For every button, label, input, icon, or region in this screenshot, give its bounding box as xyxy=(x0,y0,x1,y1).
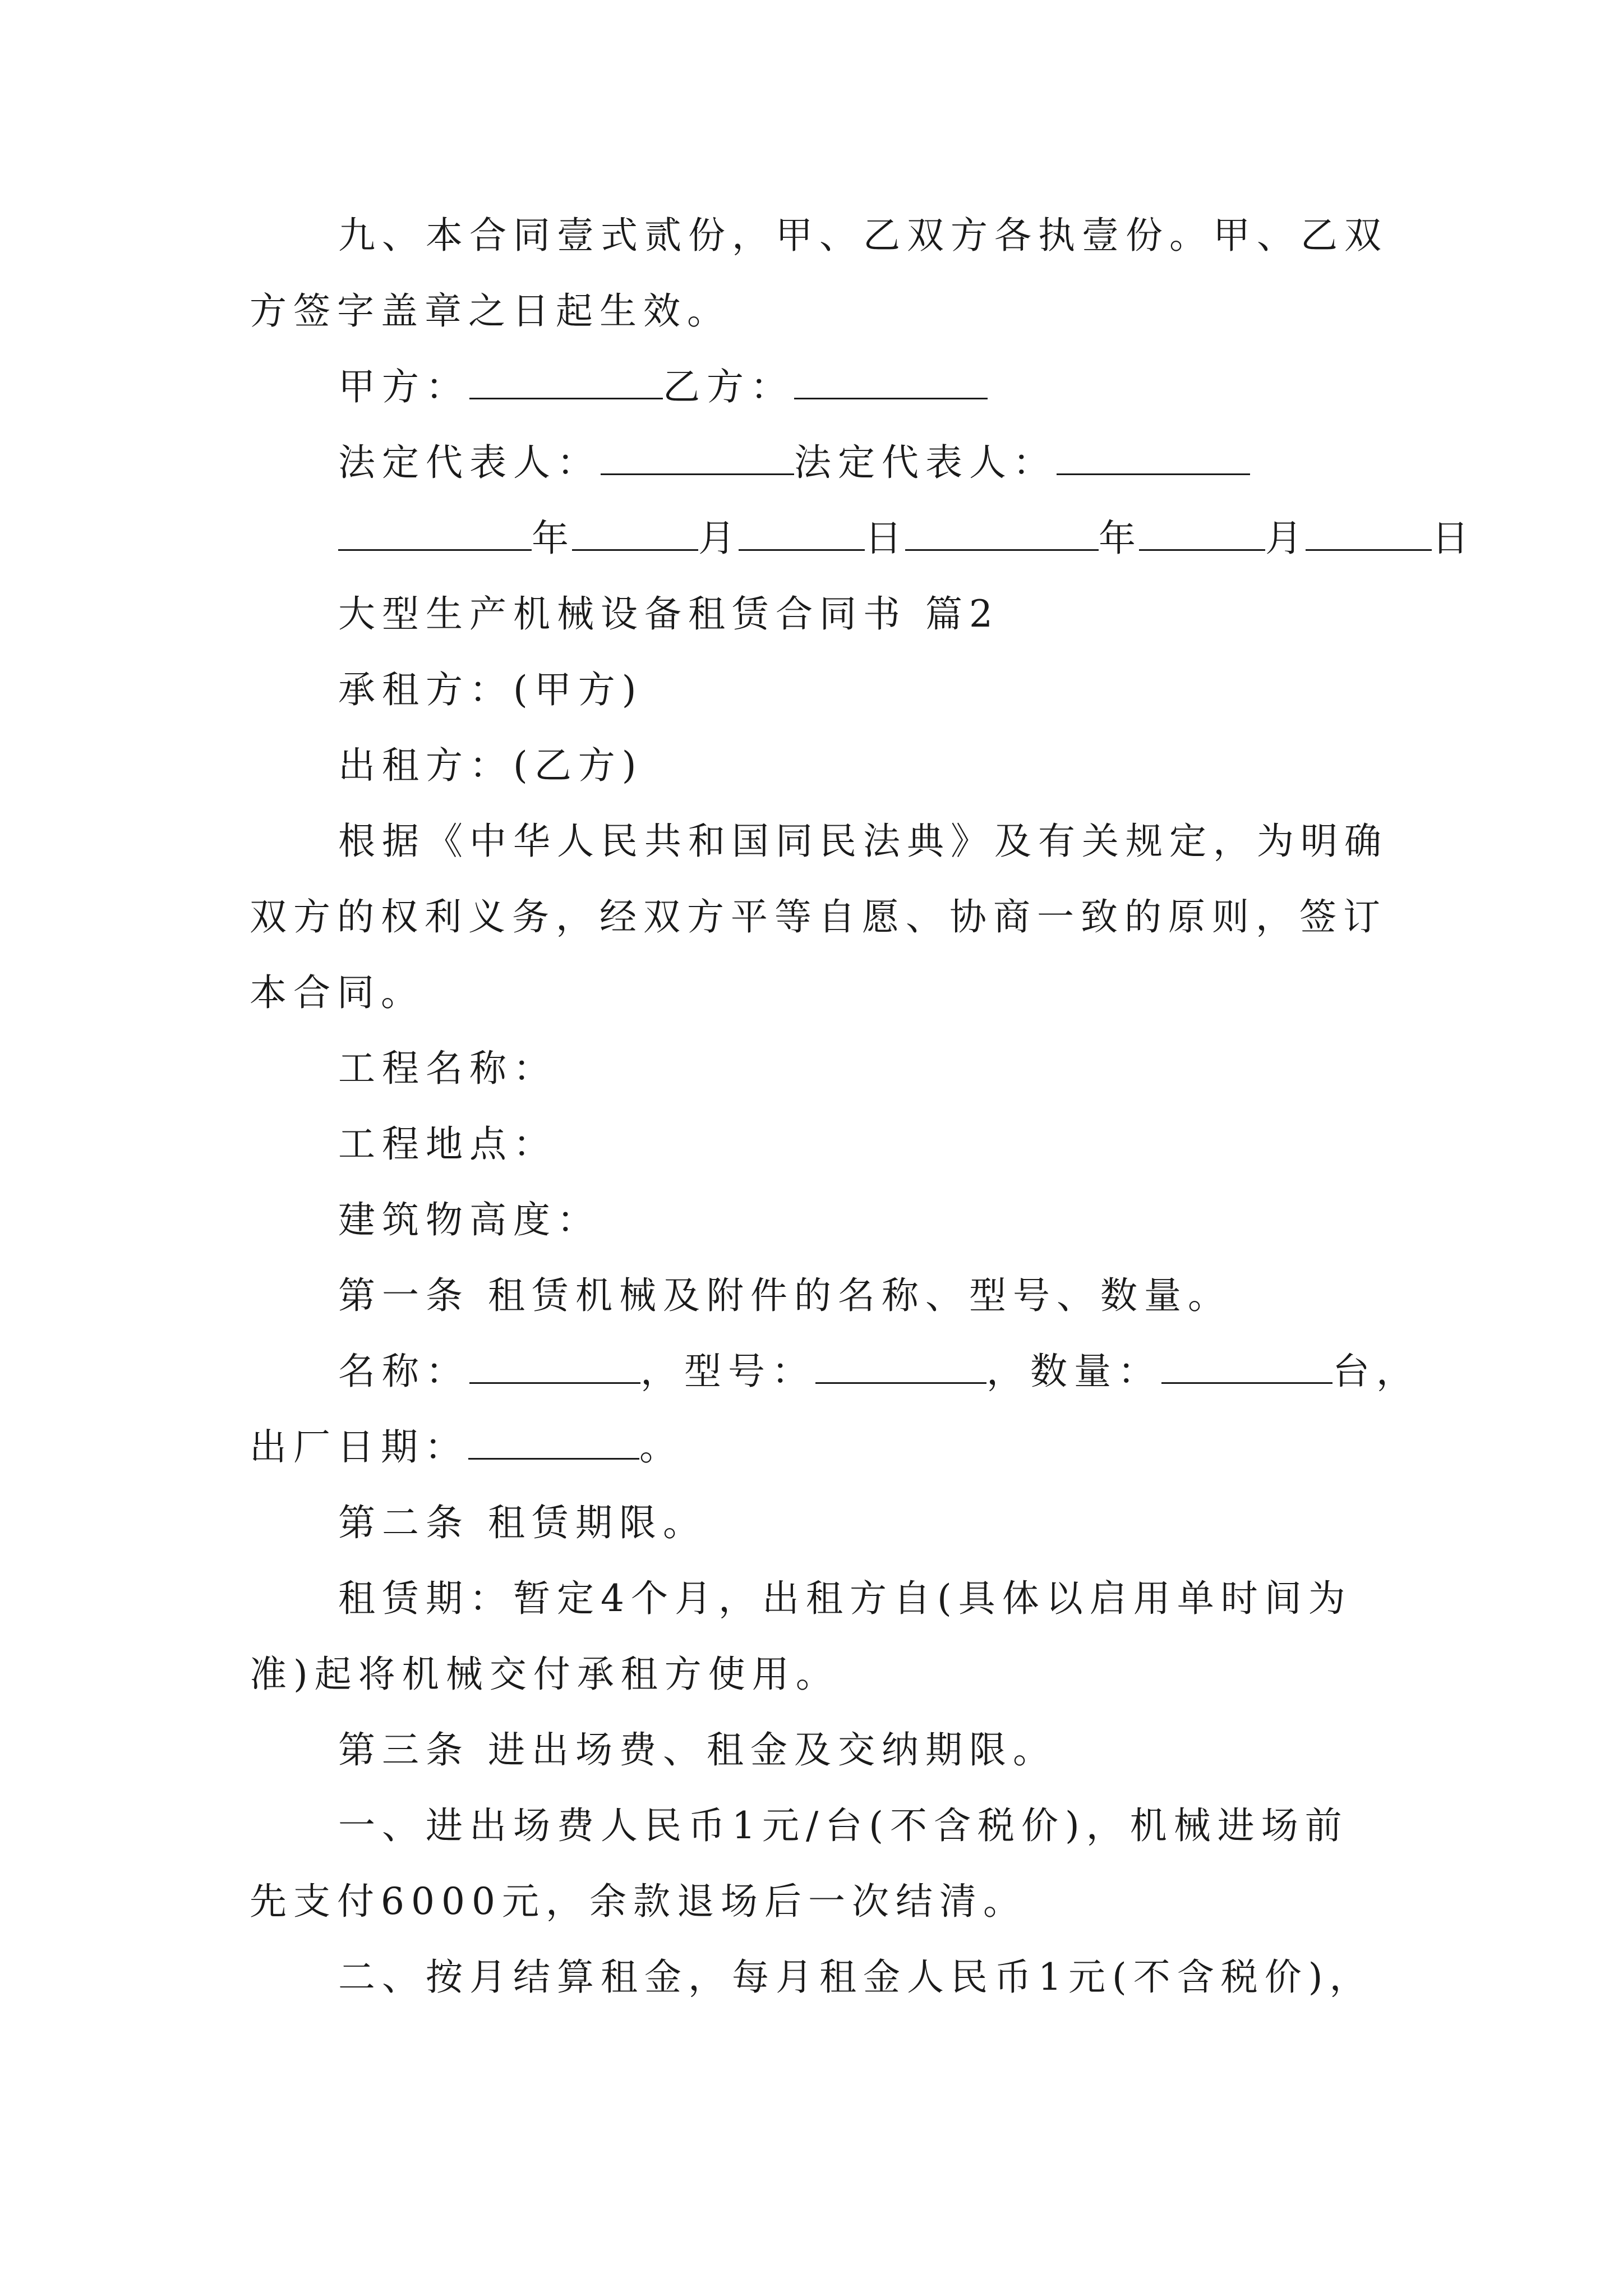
equipment-model-blank xyxy=(815,1350,986,1384)
date-b-year-blank xyxy=(905,517,1099,551)
equipment-name-label: 名称： xyxy=(338,1350,469,1393)
rep-b-label: 法定代表人： xyxy=(794,441,1057,484)
signature-party-row xyxy=(338,365,988,409)
rep-a-label: 法定代表人： xyxy=(338,441,601,484)
date-b-day-blank xyxy=(1306,517,1432,551)
date-a-year: 年 xyxy=(532,517,572,560)
signature-date-row xyxy=(338,516,1472,561)
signature-rep-row xyxy=(338,440,1250,485)
date-a-year-blank xyxy=(338,517,532,551)
party-b-blank xyxy=(794,365,988,399)
article-3-item-1-line-1: 一、进出场费人民币1元/台(不含税价)，机械进场前 xyxy=(338,1804,1349,1847)
date-b-month-blank xyxy=(1139,517,1265,551)
intro-line-3: 本合同。 xyxy=(250,971,425,1014)
article-1-title: 第一条 租赁机械及附件的名称、型号、数量。 xyxy=(338,1274,1232,1317)
manufacture-date-blank xyxy=(468,1425,639,1460)
lessee-line: 承租方：(甲方) xyxy=(338,668,643,711)
manufacture-date-label: 出厂日期： xyxy=(250,1425,468,1469)
date-b-year: 年 xyxy=(1099,517,1139,560)
clause-9-line-1: 九、本合同壹式贰份，甲、乙双方各执壹份。甲、乙双 xyxy=(338,214,1388,257)
equipment-name-blank xyxy=(469,1350,640,1384)
party-a-label: 甲方： xyxy=(338,365,469,408)
article-2-line-1: 租赁期：暂定4个月，出租方自(具体以启用单时间为 xyxy=(338,1577,1352,1620)
article-1-fields-row xyxy=(338,1349,1420,1394)
equipment-model-label: ，型号： xyxy=(640,1350,815,1393)
equipment-unit: 台， xyxy=(1332,1350,1420,1393)
project-location-line: 工程地点： xyxy=(338,1122,557,1166)
equipment-qty-label: ，数量： xyxy=(986,1350,1161,1393)
clause-9-line-2: 方签字盖章之日起生效。 xyxy=(250,289,731,333)
intro-line-1: 根据《中华人民共和国同民法典》及有关规定，为明确 xyxy=(338,820,1388,863)
building-height-line: 建筑物高度： xyxy=(338,1198,601,1241)
article-2-title: 第二条 租赁期限。 xyxy=(338,1501,707,1544)
date-a-month: 月 xyxy=(698,517,739,560)
party-b-label: 乙方： xyxy=(663,365,794,408)
article-3-item-2-line-1: 二、按月结算租金，每月租金人民币1元(不含税价)， xyxy=(338,1955,1373,1999)
date-a-day: 日 xyxy=(865,517,905,560)
article-3-title: 第三条 进出场费、租金及交纳期限。 xyxy=(338,1728,1057,1772)
article-2-line-2: 准)起将机械交付承租方使用。 xyxy=(250,1653,840,1696)
manufacture-date-end: 。 xyxy=(639,1425,683,1469)
intro-line-2: 双方的权利义务，经双方平等自愿、协商一致的原则，签订 xyxy=(250,895,1387,938)
date-a-day-blank xyxy=(739,517,865,551)
article-3-item-1-line-2: 先支付6000元，余款退场后一次结清。 xyxy=(250,1880,1027,1923)
rep-a-blank xyxy=(601,441,794,475)
party-a-blank xyxy=(469,365,663,399)
date-b-day: 日 xyxy=(1432,517,1472,560)
rep-b-blank xyxy=(1057,441,1250,475)
date-b-month: 月 xyxy=(1265,517,1306,560)
date-a-month-blank xyxy=(572,517,698,551)
project-name-line: 工程名称： xyxy=(338,1047,557,1090)
lessor-line: 出租方：(乙方) xyxy=(338,744,643,787)
article-1-date-row xyxy=(250,1425,683,1470)
equipment-qty-blank xyxy=(1161,1350,1332,1384)
section-title-part-2: 大型生产机械设备租赁合同书 篇2 xyxy=(338,592,999,636)
